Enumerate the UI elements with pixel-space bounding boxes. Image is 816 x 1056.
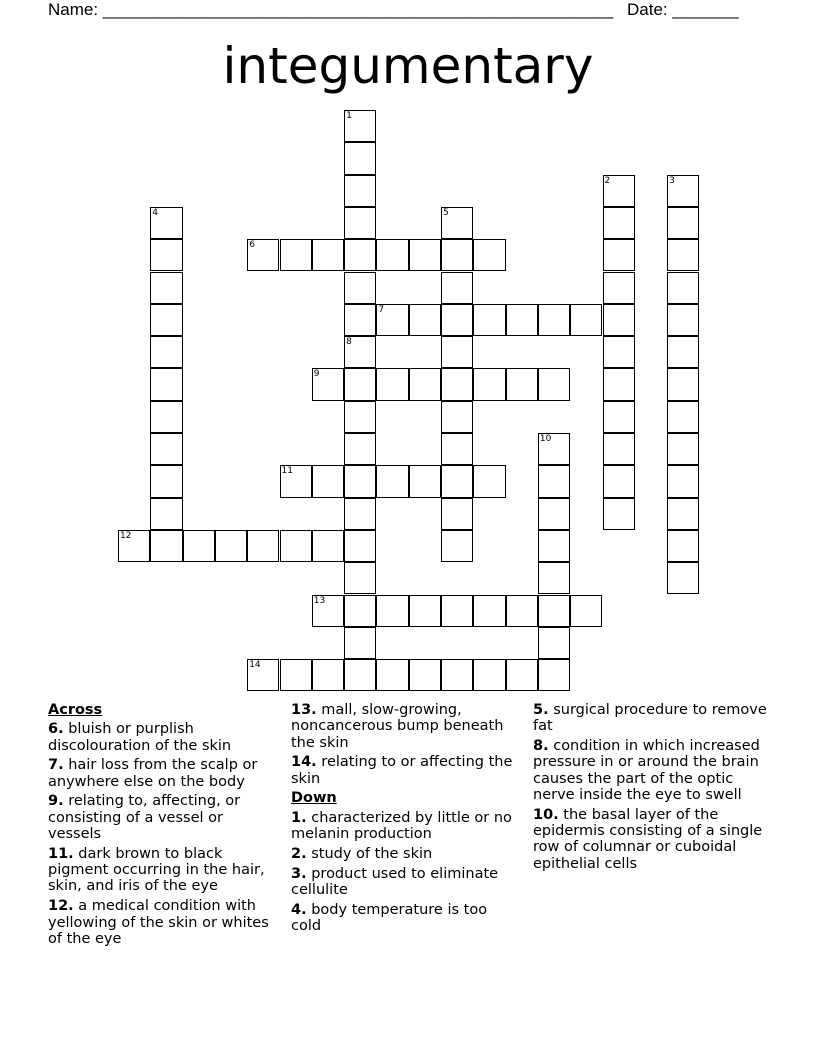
grid-cell[interactable] xyxy=(441,595,473,627)
grid-cell[interactable] xyxy=(441,207,473,239)
grid-cell[interactable] xyxy=(603,465,635,497)
clue-across-6: 6. bluish or purplish discolouration of the skin xyxy=(48,721,232,754)
clue-number-label: 13 xyxy=(313,595,326,606)
clue-number-label: 10 xyxy=(539,434,552,444)
grid-cell[interactable] xyxy=(150,401,182,433)
grid-cell[interactable] xyxy=(441,498,473,530)
grid-cell[interactable] xyxy=(538,659,570,691)
grid-cell[interactable] xyxy=(150,465,182,497)
grid-cell[interactable] xyxy=(667,465,699,497)
grid-cell[interactable] xyxy=(376,368,408,400)
grid-cell[interactable] xyxy=(150,304,182,336)
grid-cell[interactable] xyxy=(344,207,376,239)
grid-cell[interactable] xyxy=(667,562,699,594)
grid-cell[interactable] xyxy=(247,530,279,562)
clue-number-label: 4 xyxy=(152,207,159,218)
grid-cell[interactable] xyxy=(506,304,538,336)
grid-cell[interactable] xyxy=(150,530,182,562)
grid-cell[interactable] xyxy=(344,562,376,594)
grid-cell[interactable] xyxy=(344,304,376,336)
clue-number-label: 8 xyxy=(346,337,352,348)
clue-number-label: 14 xyxy=(249,660,261,671)
grid-cell[interactable] xyxy=(667,498,699,530)
grid-cell[interactable] xyxy=(667,401,699,433)
grid-cell[interactable] xyxy=(667,207,699,239)
grid-cell[interactable] xyxy=(603,433,635,465)
grid-cell[interactable] xyxy=(603,401,635,433)
grid-cell[interactable] xyxy=(441,433,473,465)
grid-cell[interactable] xyxy=(280,465,312,497)
grid-cell[interactable] xyxy=(538,368,570,400)
grid-cell[interactable] xyxy=(344,530,376,562)
grid-cell[interactable] xyxy=(667,239,699,271)
grid-cell[interactable] xyxy=(376,659,408,691)
clue-number-label: 6 xyxy=(249,240,255,251)
grid-cell[interactable] xyxy=(376,304,408,336)
grid-cell[interactable] xyxy=(473,304,505,336)
clue-down-5: 5. surgical procedure to remove fat xyxy=(533,702,767,735)
name-field-label: Name: ______________________________________________________ xyxy=(48,0,614,19)
grid-cell[interactable] xyxy=(441,336,473,368)
grid-cell[interactable] xyxy=(344,368,376,400)
grid-cell[interactable] xyxy=(376,465,408,497)
grid-cell[interactable] xyxy=(506,368,538,400)
grid-cell[interactable] xyxy=(312,659,344,691)
grid-cell[interactable] xyxy=(312,465,344,497)
grid-cell[interactable] xyxy=(603,336,635,368)
grid-cell[interactable] xyxy=(344,175,376,207)
grid-cell[interactable] xyxy=(506,659,538,691)
grid-cell[interactable] xyxy=(667,530,699,562)
grid-cell[interactable] xyxy=(183,530,215,562)
grid-cell[interactable] xyxy=(538,304,570,336)
down-heading: Down xyxy=(291,790,337,807)
clue-across-12: 12. a medical condition with yellowing of the skin or whites of the eye xyxy=(48,898,269,947)
clue-across-11: 11. dark brown to black pigment occurring in the hair, skin, and iris of the eye xyxy=(48,845,265,895)
grid-cell[interactable] xyxy=(603,239,635,271)
clues-column-2 xyxy=(291,702,521,938)
grid-cell[interactable] xyxy=(344,336,376,368)
grid-cell[interactable] xyxy=(150,239,182,271)
grid-cell[interactable] xyxy=(473,659,505,691)
grid-cell[interactable] xyxy=(409,239,441,271)
grid-cell[interactable] xyxy=(312,530,344,562)
grid-cell[interactable] xyxy=(473,368,505,400)
grid-cell[interactable] xyxy=(667,433,699,465)
grid-cell[interactable] xyxy=(441,465,473,497)
grid-cell[interactable] xyxy=(280,530,312,562)
grid-cell[interactable] xyxy=(215,530,247,562)
grid-cell[interactable] xyxy=(312,239,344,271)
clue-down-8: 8. condition in which increased pressure in or around the brain causes the part of the optic nerve inside the eye to swell xyxy=(533,738,760,803)
grid-cell[interactable] xyxy=(570,595,602,627)
grid-cell[interactable] xyxy=(603,207,635,239)
grid-cell[interactable] xyxy=(667,175,699,207)
grid-cell[interactable] xyxy=(344,465,376,497)
grid-cell[interactable] xyxy=(441,272,473,304)
grid-cell[interactable] xyxy=(247,659,279,691)
grid-cell[interactable] xyxy=(118,530,150,562)
grid-cell[interactable] xyxy=(376,595,408,627)
grid-cell[interactable] xyxy=(441,239,473,271)
clue-number-label: 1 xyxy=(346,111,352,121)
date-field-label: Date: _______ xyxy=(627,0,739,19)
grid-cell[interactable] xyxy=(344,401,376,433)
clue-across-14: 14. relating to or affecting the skin xyxy=(291,754,513,787)
clue-down-4: 4. body temperature is too cold xyxy=(291,901,488,935)
grid-cell[interactable] xyxy=(344,595,376,627)
grid-cell[interactable] xyxy=(538,562,570,594)
grid-cell[interactable] xyxy=(538,498,570,530)
grid-cell[interactable] xyxy=(344,659,376,691)
grid-cell[interactable] xyxy=(344,110,376,142)
clue-number-label: 11 xyxy=(281,466,293,477)
grid-cell[interactable] xyxy=(280,659,312,691)
clue-across-9: 9. relating to, affecting, or consisting of a vessel or vessels xyxy=(48,793,241,843)
clue-number-label: 7 xyxy=(378,304,385,315)
grid-cell[interactable] xyxy=(150,336,182,368)
grid-cell[interactable] xyxy=(538,627,570,659)
clue-down-1: 1. characterized by little or no melanin production xyxy=(291,809,512,843)
grid-cell[interactable] xyxy=(312,368,344,400)
grid-cell[interactable] xyxy=(570,304,602,336)
grid-cell[interactable] xyxy=(667,336,699,368)
grid-cell[interactable] xyxy=(441,530,473,562)
grid-cell[interactable] xyxy=(473,595,505,627)
grid-cell[interactable] xyxy=(667,304,699,336)
grid-cell[interactable] xyxy=(409,659,441,691)
grid-cell[interactable] xyxy=(667,272,699,304)
grid-cell[interactable] xyxy=(280,239,312,271)
grid-cell[interactable] xyxy=(473,239,505,271)
grid-cell[interactable] xyxy=(538,433,570,465)
across-heading: Across xyxy=(48,702,103,718)
grid-cell[interactable] xyxy=(538,595,570,627)
clue-number-label: 12 xyxy=(120,530,132,541)
grid-cell[interactable] xyxy=(441,401,473,433)
grid-cell[interactable] xyxy=(409,304,441,336)
grid-cell[interactable] xyxy=(538,530,570,562)
clue-across-7: 7. hair loss from the scalp or anywhere else on the body xyxy=(48,757,258,790)
grid-cell[interactable] xyxy=(441,659,473,691)
grid-cell[interactable] xyxy=(409,465,441,497)
grid-cell[interactable] xyxy=(312,595,344,627)
puzzle-title: integumentary xyxy=(222,37,594,95)
grid-cell[interactable] xyxy=(506,595,538,627)
grid-cell[interactable] xyxy=(441,304,473,336)
grid-cell[interactable] xyxy=(603,175,635,207)
grid-cell[interactable] xyxy=(247,239,279,271)
grid-cell[interactable] xyxy=(667,368,699,400)
grid-cell[interactable] xyxy=(150,272,182,304)
clue-number-label: 5 xyxy=(443,207,449,218)
grid-cell[interactable] xyxy=(603,272,635,304)
grid-cell[interactable] xyxy=(150,368,182,400)
grid-cell[interactable] xyxy=(603,498,635,530)
clues-column-3 xyxy=(533,702,773,875)
grid-cell[interactable] xyxy=(344,498,376,530)
grid-cell[interactable] xyxy=(150,207,182,239)
grid-cell[interactable] xyxy=(441,368,473,400)
clue-number-label: 3 xyxy=(669,175,675,186)
clue-number-label: 2 xyxy=(604,175,611,186)
clue-number-label: 9 xyxy=(313,369,320,380)
grid-cell[interactable] xyxy=(409,368,441,400)
grid-cell[interactable] xyxy=(409,595,441,627)
grid-cell[interactable] xyxy=(344,239,376,271)
clue-across-13: 13. mall, slow-growing, noncancerous bump beneath the skin xyxy=(291,702,504,751)
grid-cell[interactable] xyxy=(344,272,376,304)
grid-cell[interactable] xyxy=(603,368,635,400)
grid-cell[interactable] xyxy=(344,627,376,659)
clue-down-3: 3. product used to eliminate cellulite xyxy=(291,865,499,898)
clues-column-1 xyxy=(48,702,280,951)
grid-cell[interactable] xyxy=(344,433,376,465)
grid-cell[interactable] xyxy=(150,498,182,530)
grid-cell[interactable] xyxy=(473,465,505,497)
clue-down-2: 2. study of the skin xyxy=(291,845,433,862)
grid-cell[interactable] xyxy=(344,142,376,174)
grid-cell[interactable] xyxy=(603,304,635,336)
clue-down-10: 10. the basal layer of the epidermis consisting of a single row of columnar or cuboidal epithelial cells xyxy=(533,806,763,872)
grid-cell[interactable] xyxy=(538,465,570,497)
grid-cell[interactable] xyxy=(376,239,408,271)
grid-cell[interactable] xyxy=(150,433,182,465)
